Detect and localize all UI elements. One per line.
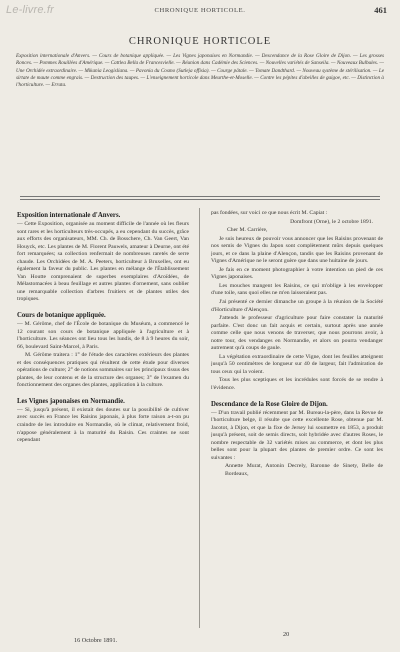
section-rule-bottom bbox=[20, 199, 380, 200]
right-column bbox=[211, 210, 383, 630]
letter-paragraph: La végétation extraordinaire de cette Vigne, dont les feuilles atteignent jusqu'à 50 centimètres de longueur sur 40 de largeur, fait l'admiration de tous ceux qui la voient. bbox=[211, 353, 383, 375]
letter-paragraph: J'attends le professeur d'agriculture pour faire constater la maturité parfaite. C'est donc un fait acquis et certain, surtout après une année comme celle que nous venons de traverser, que nous pourrons avoir, à notre tour, des vendanges en Normandie, et alors on pourra vendanger autrement qu'à coups de gaule. bbox=[211, 315, 383, 352]
page-number: 461 bbox=[374, 5, 387, 15]
footer-sheet-number: 20 bbox=[283, 631, 290, 638]
section-rule-top bbox=[20, 196, 380, 197]
section-heading-japanese-vines: Les Vignes japonaises en Normandie. bbox=[17, 397, 125, 405]
letter-salutation: Cher M. Carrière, bbox=[227, 227, 268, 234]
letter-paragraph: Tous les plus sceptiques et les incrédules sont forcés de se rendre à l'évidence. bbox=[211, 377, 383, 392]
section-body-japanese-vines: — Si, jusqu'à présent, il existait des doutes sur la possibilité de cultiver avec succès en France les Raisins japonais, à plus forte raison a-t-on pu craindre de les introduire en Normandie, où le climat, relativement froid, n'appose généralement à la maturité du Raisin. Ces craintes ne sont cependant bbox=[17, 406, 189, 444]
left-column bbox=[17, 210, 189, 630]
running-head: CHRONIQUE HORTICOLE. bbox=[154, 7, 246, 14]
spacer bbox=[17, 305, 189, 310]
section-body-botany-course-2: M. Gérôme traitera : 1° de l'étude des caractères extérieurs des plantes et des conséquences pratiques qui résultent de cette étude pour diverses opérations de culture; 2° de notions sommaires sur les principaux tissus des plantes, de leur contenu et de la structure des organes; 3° de l'examen du fonctionnement des organes des plantes, application à la culture. bbox=[17, 352, 189, 389]
footer-date: 16 Octobre 1891. bbox=[74, 637, 118, 644]
letter-paragraph: J'ai présenté ce dernier dimanche un groupe à la réunion de la Société d'Horticulture d'Alençon. bbox=[211, 299, 383, 313]
section-body-rose-dijon: — D'un travail publié récemment par M. Bureau-la-père, dans la Revue de l'horticulture belge, il résulte que cette excellente Rose, obtenue par M. Jacotot, à Dijon, et que la fixe de Jersey lui soumettre en 1853, a produit jusqu'à présent, soit de semis directs, soit hybridée avec d'autres Roses, le nombre respectable de 32 variétés mises au commerce, et dont les plus belles sont pour la plupart des plantes de premier ordre. Ce sont les suivantes : bbox=[211, 409, 383, 461]
section-heading-rose-dijon: Descendance de la Rose Gloire de Dijon. bbox=[211, 400, 328, 408]
watermark: Le-livre.fr bbox=[6, 4, 55, 16]
section-heading-botany-course: Cours de botanique appliquée. bbox=[17, 312, 106, 320]
letter-paragraph: Je fais en ce moment photographier à votre intention un pied de ces Vignes japonaises. bbox=[211, 266, 383, 281]
section-heading-antwerp: Exposition internationale d'Anvers. bbox=[17, 212, 121, 219]
column-divider bbox=[199, 208, 200, 628]
chronicle-title: CHRONIQUE HORTICOLE bbox=[128, 36, 272, 47]
summary-paragraph: Exposition internationale d'Anvers. — Cours de botanique appliquée. — Les Vignes japonaises en Normandie. — Descendance de la Rose Gloire de Dijon. — Les grosses Ronces. — Pommes Rouillées d'Amérique. — Cattlea Bella de Francesvielle. — Réunion dans Cadémie des Sciences. — Nouvelles variétés de Sanseila. — Nouveaux Bulbules. — Une Orchidée extraordinaire. — Mikania Leogisliana. — Pavonia du Cosmo (Sutleja offisia). — Courge pâtale. — Tomate Dandthard. — Nouveau système de stérilisation. — Le sirtate de maute comme engrais. — Destruction des taupes. — L'enseignement horticole dans Meurthe-et-Moselle. — Contre les pépites d'abeilles de gaigoe, etc. — Distinction à l'horticulture. — Errata. bbox=[16, 53, 384, 89]
letter-paragraph: Je suis heureux de pouvoir vous annoncer que les Raisins provenant de nos semis de Vignes du Japon sont complètement mûrs depuis quelques jours, et ce dans la plaine d'Alençon, tandis que les Raisins provenant de Vignes d'Amérique ne le seront guère que dans une huitaine de jours. bbox=[211, 235, 383, 265]
section-body-botany-course: — M. Gérôme, chef de l'École de botanique du Muséum, a commencé le 12 courant son cours de botanique appliquée à l'agriculture et à l'horticulture. Les séances ont lieu tous les lundis, de 8 à 9 heures du soir, 66, boulevard Saint-Marcel, à Paris. bbox=[17, 321, 189, 350]
rose-variety-list: Annette Murat, Antonin Decrely, Baronne de Sinety, Belle de Bordeaux, bbox=[225, 463, 383, 477]
section-body-antwerp: — Cette Exposition, organisée au moment difficile de l'année où les fleurs sont rares et les horticulteurs très-occupés, a eu cependant du succès, grâce aux efforts des organisateurs, MM. Ch. de Bosschere, Ch. Van Geert, Van Houyck, etc. Les plantes de M. Florent Pauwels, amateur à Deurne, ont été fort remarquées; sa collection renfermait de nombreuses raretés de serre chaude. Les Orchidées de M. A. Peeters, horticulteur à Bruxelles, ont eu également la faveur du public. Les plantes en mélange de l'Établissement Van Houtte comprenaient de superbes exemplaires d'Aroïdées, de Mélastomacées à beau feuillage et autres plantes d'ornement, sans oublier une remarquable collection d'arbres fruitiers et de plantes utiles des tropiques. bbox=[17, 221, 189, 303]
letter-paragraph: Les mouches mangent les Raisins, ce qui m'oblige à les envelopper d'une toile, sans quoi elles ne m'en laisseraient pas. bbox=[211, 282, 383, 297]
spacer bbox=[211, 394, 383, 399]
spacer bbox=[17, 391, 189, 396]
letter-place-date: Domfront (Orne), le 2 octobre 1891. bbox=[290, 218, 373, 225]
continued-text: pas fondées, sur voici ce que nous écrit M. Capiat : bbox=[211, 210, 328, 216]
